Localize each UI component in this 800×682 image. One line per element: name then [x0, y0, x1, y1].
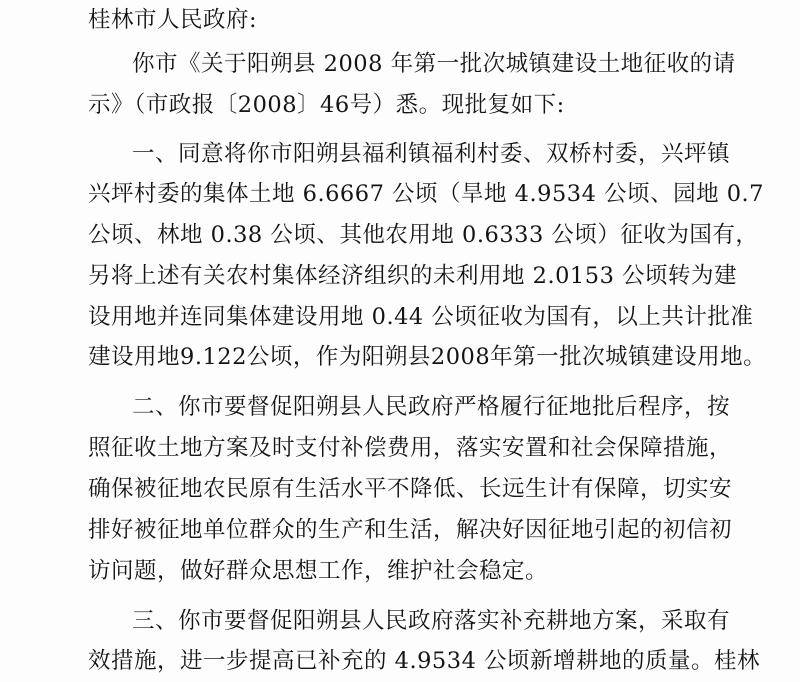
item-one-line-1: 一、同意将你市阳朔县福利镇福利村委、双桥村委，兴坪镇 [132, 141, 731, 167]
item-three-line-1: 三、你市要督促阳朔县人民政府落实补充耕地方案，采取有 [132, 608, 731, 634]
item-one-line-5: 设用地并连同集体建设用地 0.44 公顷征收为国有，以上共计批准 [88, 304, 754, 330]
intro-line-2: 示》（市政报〔2008〕46号）悉。现批复如下: [88, 92, 565, 118]
intro-line-1: 你市《关于阳朔县 2008 年第一批次城镇建设土地征收的请 [132, 51, 736, 77]
item-two-line-4: 排好被征地单位群众的生产和生活，解决好因征地引起的初信初 [88, 517, 733, 543]
item-two-line-3: 确保被征地农民原有生活水平不降低、长远生计有保障，切实安 [88, 476, 733, 502]
item-two-line-5: 访问题，做好群众思想工作，维护社会稳定。 [88, 558, 549, 584]
item-one-line-2: 兴坪村委的集体土地 6.6667 公顷（旱地 4.9534 公顷、园地 0.7 [88, 181, 764, 207]
item-one-line-6: 建设用地9.122公顷，作为阳朔县2008年第一批次城镇建设用地。 [88, 344, 767, 370]
addressee-line: 桂林市人民政府: [88, 7, 258, 33]
item-two-line-1: 二、你市要督促阳朔县人民政府严格履行征地批后程序，按 [132, 394, 731, 420]
item-one-line-4: 另将上述有关农村集体经济组织的未利用地 2.0153 公顷转为建 [88, 263, 738, 289]
item-one-line-3: 公顷、林地 0.38 公顷、其他农用地 0.6333 公顷）征收为国有， [88, 222, 759, 248]
item-three-line-2: 效措施，进一步提高已补充的 4.9534 公顷新增耕地的质量。桂林 [88, 648, 761, 674]
item-two-line-2: 照征收土地方案及时支付补偿费用，落实安置和社会保障措施， [88, 435, 733, 461]
